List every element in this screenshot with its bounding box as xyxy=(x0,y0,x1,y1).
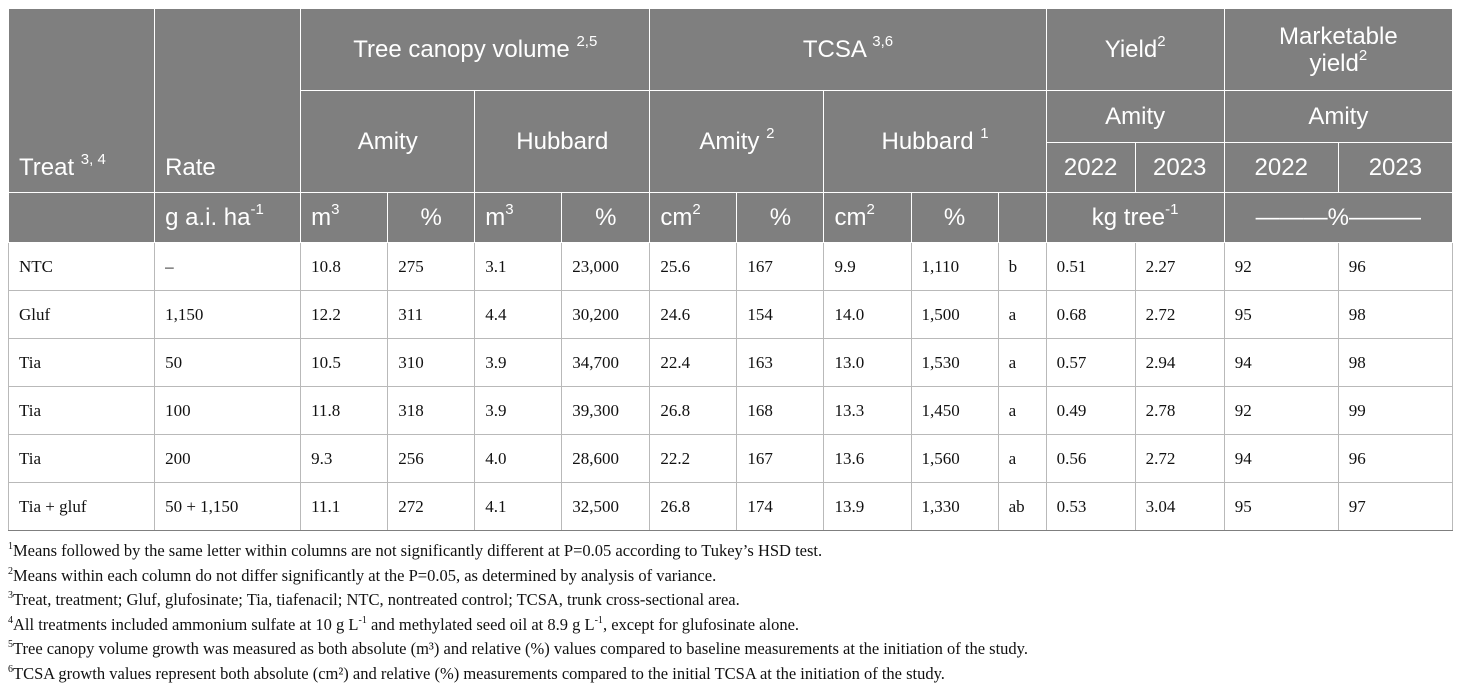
footnote-1: $^1$Means followed by the same letter within columns are not significantly different at P=0.05 according to Tukey’s HSD test. xyxy=(8,541,823,560)
marketable-2022-cell: 94 xyxy=(1224,339,1338,387)
tcsa-hubbard-abs-unit: $cm^2$ xyxy=(824,193,911,243)
canopy-hubbard-abs-cell: 3.1 xyxy=(475,243,562,291)
marketable-2022-cell: 92 xyxy=(1224,387,1338,435)
marketable-2023-cell: 98 xyxy=(1338,291,1452,339)
canopy-amity-pct-cell: 256 xyxy=(388,435,475,483)
yield-2023-cell: 2.72 xyxy=(1135,435,1224,483)
marketable-2023-cell: 98 xyxy=(1338,339,1452,387)
table-row xyxy=(9,339,1453,387)
canopy-hubbard-abs-cell: 3.9 xyxy=(475,339,562,387)
treat-cell: Tia xyxy=(9,339,155,387)
yield-2022-cell: 0.51 xyxy=(1046,243,1135,291)
marketable-2022-cell: 92 xyxy=(1224,243,1338,291)
canopy-amity-pct-unit: % xyxy=(388,193,475,243)
yield-2023-cell: 2.27 xyxy=(1135,243,1224,291)
tcsa-amity-abs-cell: 25.6 xyxy=(650,243,737,291)
tcsa-hubbard-pct-cell: 1,500 xyxy=(911,291,998,339)
rate-header: Rate xyxy=(155,9,301,193)
rate-cell: 200 xyxy=(155,435,301,483)
treat-header: Treat $^{3, 4}$ xyxy=(9,9,155,193)
canopy-hubbard-pct-cell: 32,500 xyxy=(562,483,650,531)
marketable-2023-cell: 96 xyxy=(1338,243,1452,291)
tcsa-amity-abs-cell: 26.8 xyxy=(650,387,737,435)
tcsa-amity-pct-cell: 174 xyxy=(737,483,824,531)
results-table xyxy=(8,8,1453,531)
tcsa-amity-abs-cell: 22.4 xyxy=(650,339,737,387)
canopy-hubbard-pct-cell: 39,300 xyxy=(562,387,650,435)
tcsa-hubbard-abs-cell: 13.3 xyxy=(824,387,911,435)
canopy-amity-pct-cell: 318 xyxy=(388,387,475,435)
tcsa-hubbard-pct-unit: % xyxy=(911,193,998,243)
marketable-2023-cell: 97 xyxy=(1338,483,1452,531)
significance-letter-cell: b xyxy=(998,243,1046,291)
table-row xyxy=(9,387,1453,435)
yield-2022-cell: 0.68 xyxy=(1046,291,1135,339)
tcsa-hubbard-pct-cell: 1,110 xyxy=(911,243,998,291)
tcsa-hubbard-abs-cell: 9.9 xyxy=(824,243,911,291)
treat-cell: Gluf xyxy=(9,291,155,339)
tcsa-amity-pct-cell: 167 xyxy=(737,243,824,291)
tcsa-hubbard-abs-cell: 13.9 xyxy=(824,483,911,531)
tcsa-amity-abs-cell: 22.2 xyxy=(650,435,737,483)
yield-2023-header: 2023 xyxy=(1135,143,1224,193)
yield-2023-cell: 2.94 xyxy=(1135,339,1224,387)
footnote-5: $^5$Tree canopy volume growth was measured as both absolute (m³) and relative (%) values compared to baseline measurements at the initiation of the study. xyxy=(8,639,1028,659)
canopy-amity-header: Amity xyxy=(301,91,475,193)
canopy-hubbard-abs-unit: $m^3$ xyxy=(475,193,562,243)
tcsa-hubbard-pct-cell: 1,560 xyxy=(911,435,998,483)
canopy-amity-pct-cell: 272 xyxy=(388,483,475,531)
significance-letter-cell: ab xyxy=(998,483,1046,531)
canopy-hubbard-pct-cell: 34,700 xyxy=(562,339,650,387)
tcsa-hubbard-abs-cell: 13.0 xyxy=(824,339,911,387)
table-row xyxy=(9,483,1453,531)
canopy-hubbard-pct-cell: 23,000 xyxy=(562,243,650,291)
marketable-amity-header: Amity xyxy=(1224,91,1452,143)
footnotes xyxy=(8,539,1453,687)
treat-cell: NTC xyxy=(9,243,155,291)
rate-cell: – xyxy=(155,243,301,291)
rate-cell: 50 xyxy=(155,339,301,387)
treat-cell: Tia xyxy=(9,387,155,435)
rate-cell: 100 xyxy=(155,387,301,435)
canopy-hubbard-abs-cell: 4.1 xyxy=(475,483,562,531)
rate-unit: g a.i. $ha^{-1}$ xyxy=(155,193,301,243)
table-row xyxy=(9,291,1453,339)
footnote-3: $^3$Treat, treatment; Gluf, glufosinate; Tia, tiafenacil; NTC, nontreated control; TCSA, trunk cross-sectional area. xyxy=(8,590,740,610)
canopy-hubbard-abs-cell: 4.0 xyxy=(475,435,562,483)
yield-2023-cell: 2.78 xyxy=(1135,387,1224,435)
tcsa-hubbard-pct-cell: 1,450 xyxy=(911,387,998,435)
letter-unit-cell xyxy=(998,193,1046,243)
marketable-unit: ———%——— xyxy=(1224,193,1452,243)
tcsa-amity-pct-cell: 154 xyxy=(737,291,824,339)
footnote-4: $^4$All treatments included ammonium sulfate at 10 g $L^{-1}$ and methylated seed oil at 8.9 g $L^{-1}$, except for glufosinate alone. xyxy=(8,614,800,634)
marketable-2023-cell: 99 xyxy=(1338,387,1452,435)
yield-2022-cell: 0.56 xyxy=(1046,435,1135,483)
tcsa-hubbard-abs-cell: 14.0 xyxy=(824,291,911,339)
canopy-amity-abs-cell: 11.1 xyxy=(301,483,388,531)
significance-letter-cell: a xyxy=(998,387,1046,435)
yield-header: Yield$^2$ xyxy=(1046,9,1224,91)
tcsa-hubbard-header: Hubbard $^1$ xyxy=(824,91,1046,193)
tcsa-amity-pct-unit: % xyxy=(737,193,824,243)
yield-unit: kg tree$^{-1}$ xyxy=(1046,193,1224,243)
table-figure xyxy=(8,8,1453,687)
treat-unit-cell xyxy=(9,193,155,243)
marketable-2022-header: 2022 xyxy=(1224,143,1338,193)
tcsa-hubbard-pct-cell: 1,330 xyxy=(911,483,998,531)
marketable-2022-cell: 94 xyxy=(1224,435,1338,483)
canopy-hubbard-abs-cell: 4.4 xyxy=(475,291,562,339)
canopy-amity-pct-cell: 275 xyxy=(388,243,475,291)
canopy-amity-abs-cell: 10.8 xyxy=(301,243,388,291)
marketable-yield-header: Marketable yield$^2$ xyxy=(1224,9,1452,91)
yield-2022-cell: 0.57 xyxy=(1046,339,1135,387)
yield-2022-header: 2022 xyxy=(1046,143,1135,193)
significance-letter-cell: a xyxy=(998,339,1046,387)
table-row xyxy=(9,435,1453,483)
significance-letter-cell: a xyxy=(998,291,1046,339)
tcsa-hubbard-abs-cell: 13.6 xyxy=(824,435,911,483)
footnote-2: $^2$Means within each column do not differ significantly at the P=0.05, as determined by analysis of variance. xyxy=(8,565,717,585)
table-row xyxy=(9,243,1453,291)
canopy-hubbard-abs-cell: 3.9 xyxy=(475,387,562,435)
tcsa-amity-abs-cell: 24.6 xyxy=(650,291,737,339)
treat-cell: Tia xyxy=(9,435,155,483)
canopy-amity-abs-unit: $m^3$ xyxy=(301,193,388,243)
tcsa-amity-pct-cell: 163 xyxy=(737,339,824,387)
yield-2023-cell: 3.04 xyxy=(1135,483,1224,531)
canopy-hubbard-pct-cell: 30,200 xyxy=(562,291,650,339)
treat-cell: Tia + gluf xyxy=(9,483,155,531)
tcsa-amity-pct-cell: 168 xyxy=(737,387,824,435)
significance-letter-cell: a xyxy=(998,435,1046,483)
marketable-2022-cell: 95 xyxy=(1224,291,1338,339)
canopy-amity-abs-cell: 10.5 xyxy=(301,339,388,387)
yield-2022-cell: 0.53 xyxy=(1046,483,1135,531)
tcsa-hubbard-pct-cell: 1,530 xyxy=(911,339,998,387)
yield-2023-cell: 2.72 xyxy=(1135,291,1224,339)
canopy-amity-pct-cell: 310 xyxy=(388,339,475,387)
canopy-amity-abs-cell: 9.3 xyxy=(301,435,388,483)
canopy-hubbard-header: Hubbard xyxy=(475,91,650,193)
marketable-2022-cell: 95 xyxy=(1224,483,1338,531)
canopy-hubbard-pct-unit: % xyxy=(562,193,650,243)
canopy-hubbard-pct-cell: 28,600 xyxy=(562,435,650,483)
yield-2022-cell: 0.49 xyxy=(1046,387,1135,435)
tcsa-amity-pct-cell: 167 xyxy=(737,435,824,483)
footnote-6: $^6$TCSA growth values represent both absolute (cm²) and relative (%) measurements compared to the initial TCSA at the initiation of the study. xyxy=(8,663,945,683)
canopy-volume-header: Tree canopy volume $^{2,5}$ xyxy=(301,9,650,91)
tcsa-amity-abs-unit: $cm^2$ xyxy=(650,193,737,243)
canopy-amity-abs-cell: 12.2 xyxy=(301,291,388,339)
table-body xyxy=(9,243,1453,531)
marketable-2023-cell: 96 xyxy=(1338,435,1452,483)
tcsa-amity-header: Amity $^2$ xyxy=(650,91,824,193)
marketable-2023-header: 2023 xyxy=(1338,143,1452,193)
rate-cell: 1,150 xyxy=(155,291,301,339)
tcsa-header: TCSA $^{3,6}$ xyxy=(650,9,1046,91)
tcsa-amity-abs-cell: 26.8 xyxy=(650,483,737,531)
canopy-amity-pct-cell: 311 xyxy=(388,291,475,339)
canopy-amity-abs-cell: 11.8 xyxy=(301,387,388,435)
rate-cell: 50 + 1,150 xyxy=(155,483,301,531)
yield-amity-header: Amity xyxy=(1046,91,1224,143)
